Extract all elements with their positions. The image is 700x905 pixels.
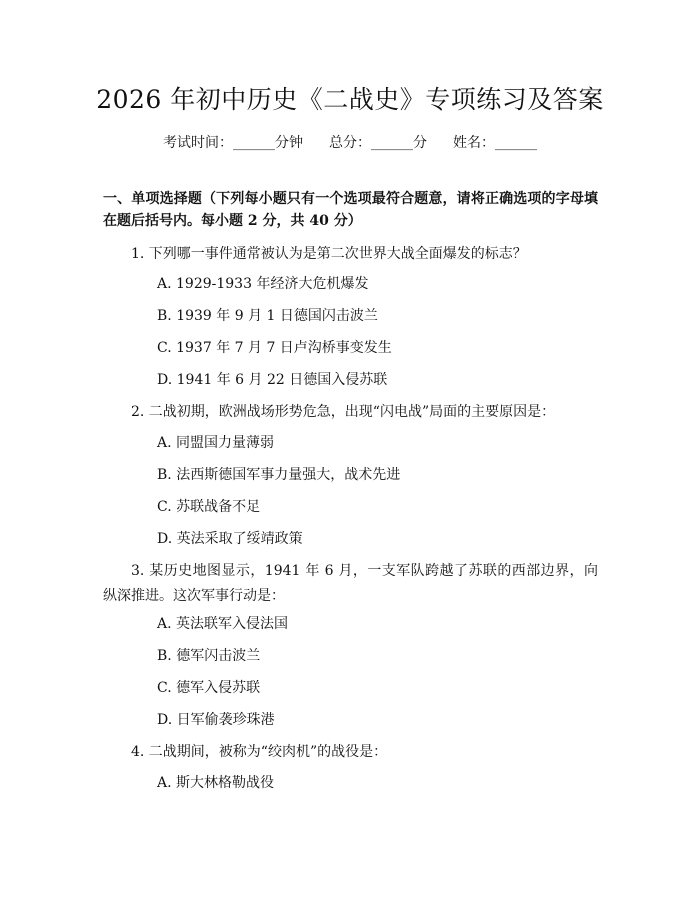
question-3-option-b: B. 德军闪击波兰 (157, 648, 261, 664)
question-3-option-a: A. 英法联军入侵法国 (157, 616, 289, 632)
exam-meta-line (0, 132, 700, 152)
total-score-field: 总分：______分 (329, 135, 427, 151)
question-2-option-b: B. 法西斯德国军事力量强大，战术先进 (157, 467, 401, 483)
section-heading: 一、单项选择题（下列每小题只有一个选项最符合题意，请将正确选项的字母填在题后括号内。每小题 2 分，共 40 分） (103, 191, 598, 229)
question-3-option-d: D. 日军偷袭珍珠港 (157, 712, 275, 728)
question-3: 3. 某历史地图显示，1941 年 6 月，一支军队跨越了苏联的西部边界，向纵深推进。这次军事行动是： (103, 563, 598, 604)
question-1-option-b: B. 1939 年 9 月 1 日德国闪击波兰 (157, 308, 378, 324)
question-2-option-d: D. 英法采取了绥靖政策 (157, 531, 303, 547)
exam-time-field: 考试时间：______分钟 (163, 135, 303, 151)
student-name-field: 姓名：______ (453, 135, 537, 151)
question-1-option-a: A. 1929-1933 年经济大危机爆发 (157, 276, 369, 292)
question-1: 1. 下列哪一事件通常被认为是第二次世界大战全面爆发的标志？ (131, 246, 527, 262)
question-2: 2. 二战初期，欧洲战场形势危急，出现“闪电战”局面的主要原因是： (131, 404, 556, 420)
question-1-option-c: C. 1937 年 7 月 7 日卢沟桥事变发生 (157, 340, 392, 356)
question-2-option-c: C. 苏联战备不足 (157, 499, 261, 515)
question-3-option-c: C. 德军入侵苏联 (157, 680, 261, 696)
question-1-option-d: D. 1941 年 6 月 22 日德国入侵苏联 (157, 372, 388, 388)
question-4: 4. 二战期间，被称为“绞肉机”的战役是： (131, 744, 388, 760)
page-title: 2026 年初中历史《二战史》专项练习及答案 (96, 85, 604, 114)
question-4-option-a: A. 斯大林格勒战役 (157, 775, 275, 791)
question-2-option-a: A. 同盟国力量薄弱 (157, 435, 275, 451)
